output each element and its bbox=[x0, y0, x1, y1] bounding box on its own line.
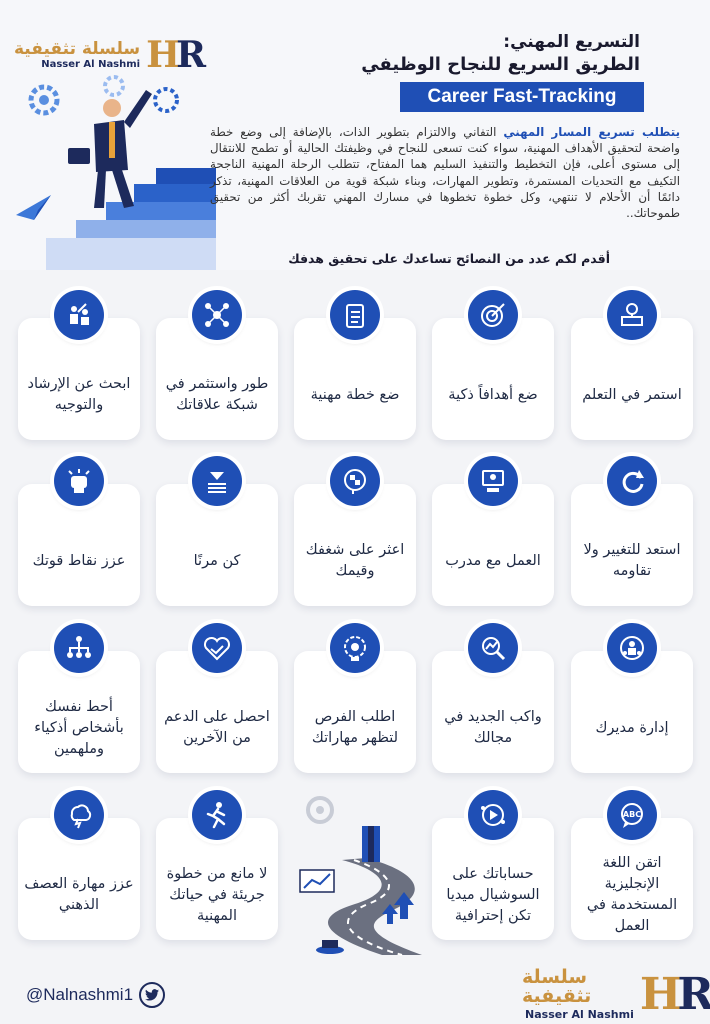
tip-label: عزز نقاط قوتك bbox=[32, 552, 126, 569]
tip-label: أحط نفسك بأشخاص أذكياء وملهمين bbox=[34, 698, 124, 757]
tip-label: ابحث عن الإرشاد والتوجيه bbox=[27, 376, 131, 413]
tip-label: اعثر على شغفك وقيمك bbox=[305, 542, 405, 579]
abc-chat-icon bbox=[607, 790, 657, 840]
book-bulb-icon bbox=[607, 290, 657, 340]
twitter-handle: @Nalnashmi1 bbox=[26, 985, 134, 1004]
intro-highlight: يتطلب تسريع المسار المهني bbox=[503, 125, 680, 139]
brand-series-label-bottom: سلسلة تثقيفية bbox=[522, 966, 592, 1007]
hr-mark-icon: HR bbox=[639, 968, 710, 1020]
flexible-icon bbox=[192, 456, 242, 506]
tip-label: عزز مهارة العصف الذهني bbox=[24, 876, 134, 913]
intro-body: التفاني والالتزام بتطوير الذات، بالإضافة إلى وضع خطة واضحة لتحقيق الأهداف المهنية، سواء كنت تسعى للنجاح في وظيفتك الحالية أو تطمح للانتقال إلى مستوى أعلى، فإن التخطيط والتنفيذ السليم هما المفتاح، تتطلب الرحلة المهنية الناجحة التكيف مع التحديات المستمرة، وتطوير المهارات، وبناء شبكة قوية من العلاقات المهنية، تذكر دائمًا أن الأحلام لا تنتهي، وكل خطوة تخطوها في مسارك المهني تقربك أكثر من تحقيق طموحاتك.. bbox=[210, 125, 680, 221]
tip-label: ضع خطة مهنية bbox=[310, 386, 400, 403]
handshake-heart-icon bbox=[192, 623, 242, 673]
twitter-icon bbox=[139, 982, 165, 1008]
trend-icon bbox=[468, 623, 518, 673]
target-icon bbox=[468, 290, 518, 340]
tip-label: اطلب الفرص لتظهر مهاراتك bbox=[311, 709, 399, 746]
tip-label: واكب الجديد في مجالك bbox=[444, 709, 542, 746]
intro-paragraph bbox=[210, 124, 680, 221]
clipboard-icon bbox=[330, 290, 380, 340]
brainstorm-icon bbox=[54, 790, 104, 840]
brain-gear-icon bbox=[330, 623, 380, 673]
social-media-icon bbox=[468, 790, 518, 840]
title-line-2: الطريق السريع للنجاح الوظيفي bbox=[361, 54, 640, 75]
manager-icon bbox=[607, 623, 657, 673]
fist-icon bbox=[54, 456, 104, 506]
refresh-icon bbox=[607, 456, 657, 506]
people-network-icon bbox=[54, 623, 104, 673]
hero-section bbox=[0, 0, 710, 270]
page-title bbox=[361, 32, 640, 75]
tip-label: حساباتك على السوشيال ميديا تكن إحترافية bbox=[446, 865, 540, 924]
career-road-illustration bbox=[282, 790, 432, 962]
title-line-1: التسريع المهني: bbox=[503, 32, 640, 52]
brand-name-label-bottom: Nasser Al Nashmi bbox=[525, 1008, 634, 1021]
tip-label: استمر في التعلم bbox=[582, 386, 682, 403]
title-english-banner: Career Fast-Tracking bbox=[400, 82, 644, 112]
network-icon bbox=[192, 290, 242, 340]
brand-series-label: سلسلة تثقيفية bbox=[14, 38, 141, 59]
tip-label: إدارة مديرك bbox=[595, 719, 669, 736]
tip-label: احصل على الدعم من الآخرين bbox=[164, 709, 270, 746]
tip-label: لا مانع من خطوة جريئة في حياتك المهنية bbox=[166, 865, 268, 924]
puzzle-head-icon bbox=[330, 456, 380, 506]
brand-logo-bottom bbox=[522, 968, 710, 1020]
brand-name-label: Nasser Al Nashmi bbox=[41, 58, 141, 70]
mentor-icon bbox=[54, 290, 104, 340]
tip-label: كن مرنًا bbox=[193, 552, 241, 569]
svg-text:ABC: ABC bbox=[622, 810, 642, 819]
tip-label: ضع أهدافاً ذكية bbox=[448, 386, 538, 403]
twitter-handle-link[interactable] bbox=[26, 982, 165, 1008]
runner-icon bbox=[192, 790, 242, 840]
businessman-stairs-illustration bbox=[6, 60, 216, 270]
tip-label: استعد للتغيير ولا تقاومه bbox=[583, 542, 681, 579]
hr-mark-icon: HR bbox=[146, 34, 203, 76]
tip-label: العمل مع مدرب bbox=[445, 552, 541, 569]
coach-icon bbox=[468, 456, 518, 506]
tip-label: اتقن اللغة الإنجليزية المستخدمة في العمل bbox=[586, 855, 678, 934]
intro-closing: أقدم لكم عدد من النصائح تساعدك على تحقيق هدفك bbox=[288, 251, 610, 266]
tip-label: طور واستثمر في شبكة علاقاتك bbox=[165, 376, 269, 413]
